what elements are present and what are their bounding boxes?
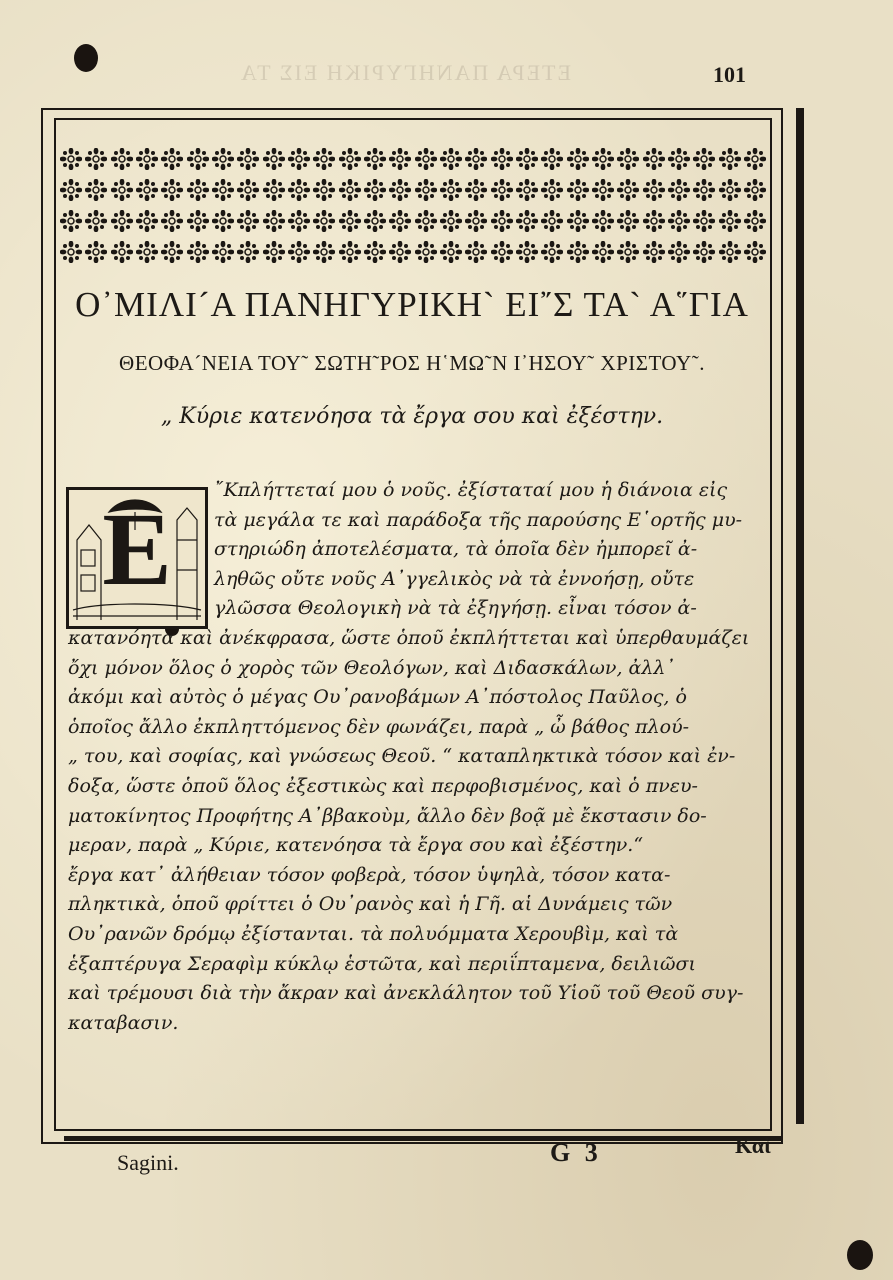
fleuron-icon [288, 210, 310, 232]
fleuron-icon [111, 241, 133, 263]
footer-sagini: Sagini. [117, 1150, 179, 1175]
fleuron-icon [643, 148, 665, 170]
body-line: καὶ τρέμουσι διὰ τὴν ἄκραν καὶ ἀνεκλάλητον τοῦ Υἱοῦ τοῦ Θεοῦ συγ- [68, 982, 744, 1005]
fleuron-icon [212, 210, 234, 232]
fleuron-icon [491, 148, 513, 170]
fleuron-icon [187, 179, 209, 201]
fleuron-icon [313, 148, 335, 170]
fleuron-icon [263, 241, 285, 263]
fleuron-icon [339, 148, 361, 170]
fleuron-icon [212, 241, 234, 263]
fleuron-icon [85, 241, 107, 263]
decorated-initial [66, 487, 208, 629]
fleuron-icon [415, 210, 437, 232]
fleuron-icon [364, 241, 386, 263]
fleuron-icon [136, 148, 158, 170]
body-line: στηριώδη ἀποτελέσματα, τὰ ὁποῖα δὲν ἠμπορεῖ ἀ- [214, 538, 698, 561]
fleuron-icon [364, 210, 386, 232]
fleuron-icon [440, 179, 462, 201]
ornamental-headpiece [60, 143, 766, 267]
fleuron-icon [111, 179, 133, 201]
fleuron-icon [60, 179, 82, 201]
fleuron-icon [212, 148, 234, 170]
body-line: Ου᾿ρανῶν δρόμῳ ἐξίστανται. τὰ πολυόμματα Χερουβὶμ, καὶ τὰ [68, 923, 679, 945]
fleuron-icon [136, 241, 158, 263]
fleuron-icon [415, 241, 437, 263]
body-line: δοξα, ὥστε ὁποῦ ὅλος ἐξεστικὼς καὶ περφοβισμένος, καὶ ὁ πνευ- [68, 775, 698, 797]
body-line: ἔργα κατ᾿ ἀλήθειαν τόσον φοβερὰ, τόσον ὑψηλὰ, τόσον κατα- [68, 863, 671, 886]
page-frame-shadow-right [796, 108, 804, 1124]
fleuron-icon [465, 241, 487, 263]
fleuron-icon [643, 179, 665, 201]
fleuron-icon [465, 148, 487, 170]
fleuron-icon [187, 148, 209, 170]
fleuron-icon [161, 179, 183, 201]
fleuron-icon [60, 148, 82, 170]
fleuron-icon [187, 241, 209, 263]
fleuron-icon [389, 210, 411, 232]
fleuron-icon [617, 210, 639, 232]
fleuron-icon [389, 241, 411, 263]
body-line: ῎Κπλήττεταί μου ὁ νοῦς. ἐξίσταταί μου ἡ διάνοια εἰς [214, 479, 728, 501]
fleuron-icon [364, 179, 386, 201]
fleuron-icon [693, 148, 715, 170]
fleuron-icon [744, 241, 766, 263]
fleuron-icon [111, 210, 133, 232]
fleuron-icon [465, 210, 487, 232]
ink-blot [847, 1240, 873, 1270]
fleuron-icon [693, 241, 715, 263]
fleuron-icon [693, 210, 715, 232]
page-frame-shadow-bottom [64, 1136, 782, 1141]
fleuron-icon [237, 241, 259, 263]
fleuron-icon [339, 210, 361, 232]
fleuron-icon [744, 179, 766, 201]
fleuron-icon [541, 241, 563, 263]
fleuron-icon [592, 148, 614, 170]
fleuron-icon [744, 210, 766, 232]
ornament-row [60, 236, 766, 267]
body-line: γλῶσσα Θεολογικὴ νὰ τὰ ἐξηγήσῃ. εἶναι τόσον ἀ- [214, 597, 697, 620]
fleuron-icon [668, 241, 690, 263]
fleuron-icon [288, 148, 310, 170]
fleuron-icon [313, 210, 335, 232]
fleuron-icon [440, 241, 462, 263]
fleuron-icon [237, 210, 259, 232]
fleuron-icon [491, 210, 513, 232]
fleuron-icon [643, 210, 665, 232]
fleuron-icon [592, 179, 614, 201]
fleuron-icon [389, 179, 411, 201]
fleuron-icon [465, 179, 487, 201]
fleuron-icon [263, 148, 285, 170]
fleuron-icon [643, 241, 665, 263]
fleuron-icon [719, 179, 741, 201]
fleuron-icon [263, 210, 285, 232]
body-line: ἀκόμι καὶ αὐτὸς ὁ μέγας Ου᾿ρανοβάμων Α᾿πόστολος Παῦλος, ὁ [68, 686, 687, 709]
fleuron-icon [541, 210, 563, 232]
fleuron-icon [237, 179, 259, 201]
fleuron-icon [263, 179, 285, 201]
body-line: ματοκίνητος Προφήτης Α᾿ββακοὺμ, ἄλλο δὲν βοᾷ μὲ ἔκστασιν δο- [68, 804, 707, 827]
body-line: μεραν, παρὰ „ Κύριε, κατενόησα τὰ ἔργα σου καὶ ἐξέστην.“ [68, 834, 644, 857]
fleuron-icon [339, 241, 361, 263]
homily-subtitle: ΘΕΟΦΑ´ΝΕΙΑ ΤΟΥ῀ ΣΩΤΗ῀ΡΟΣ Η῾ΜΩ῀Ν Ι᾿ΗΣΟΥ῀ ΧΡΙΣΤΟΥ῀. [119, 351, 705, 375]
fleuron-icon [516, 241, 538, 263]
fleuron-icon [288, 179, 310, 201]
fleuron-icon [592, 241, 614, 263]
fleuron-icon [668, 179, 690, 201]
catchword: Καὶ [735, 1133, 771, 1158]
fleuron-icon [389, 148, 411, 170]
fleuron-icon [592, 210, 614, 232]
fleuron-icon [415, 179, 437, 201]
fleuron-icon [339, 179, 361, 201]
fleuron-icon [693, 179, 715, 201]
fleuron-icon [567, 241, 589, 263]
fleuron-icon [187, 210, 209, 232]
signature-mark: G 3 [550, 1138, 602, 1167]
fleuron-icon [60, 210, 82, 232]
fleuron-icon [617, 179, 639, 201]
fleuron-icon [364, 148, 386, 170]
fleuron-icon [313, 241, 335, 263]
fleuron-icon [212, 179, 234, 201]
body-line: „ του, καὶ σοφίας, καὶ γνώσεως Θεοῦ. “ καταπληκτικὰ τόσον καὶ ἐν- [68, 745, 736, 768]
fleuron-icon [491, 241, 513, 263]
fleuron-icon [415, 148, 437, 170]
body-line: τὰ μεγάλα τε καὶ παράδοξα τῆς παρούσης Ε῾ορτῆς μυ- [214, 508, 743, 531]
fleuron-icon [567, 210, 589, 232]
fleuron-icon [668, 148, 690, 170]
page-number: 101 [713, 62, 746, 87]
epigraph: „ Κύριε κατενόησα τὰ ἔργα σου καὶ ἐξέστην. [160, 404, 664, 429]
homily-title: Ο᾿ΜΙΛΙ´Α ΠΑΝΗΓΥΡΙΚΗ` ΕΙ῎Σ ΤΑ` Α῞ΓΙΑ [75, 285, 749, 324]
fleuron-icon [237, 148, 259, 170]
fleuron-icon [668, 210, 690, 232]
bleed-through-text: ΕΤΕΡΑ ΠΑΝΗΓΥΡΙΚΗ ΕΙΣ ΤΑ [239, 60, 571, 85]
fleuron-icon [136, 179, 158, 201]
body-line: ὄχι μόνον ὅλος ὁ χορὸς τῶν Θεολόγων, καὶ Διδασκάλων, ἀλλ᾿ [68, 656, 675, 679]
ornament-row [60, 174, 766, 205]
fleuron-icon [719, 241, 741, 263]
fleuron-icon [136, 210, 158, 232]
fleuron-icon [541, 148, 563, 170]
fleuron-icon [567, 179, 589, 201]
fleuron-icon [719, 210, 741, 232]
fleuron-icon [617, 148, 639, 170]
body-line: πληκτικὰ, ὁποῦ φρίττει ὁ Ου᾿ρανὸς καὶ ἡ Γῆ. αἱ Δυνάμεις τῶν [68, 893, 673, 916]
ornament-row [60, 205, 766, 236]
ornament-row [60, 143, 766, 174]
ink-blot [74, 44, 98, 72]
fleuron-icon [744, 148, 766, 170]
fleuron-icon [541, 179, 563, 201]
fleuron-icon [516, 210, 538, 232]
fleuron-icon [161, 241, 183, 263]
fleuron-icon [440, 210, 462, 232]
fleuron-icon [516, 179, 538, 201]
fleuron-icon [719, 148, 741, 170]
fleuron-icon [161, 210, 183, 232]
body-line: ὁποῖος ἄλλο ἐκπληττόμενος δὲν φωνάζει, παρὰ „ ὦ βάθος πλού- [68, 715, 690, 738]
fleuron-icon [85, 148, 107, 170]
body-line: κατανόητα καὶ ἀνέκφρασα, ὥστε ὁποῦ ἐκπλήττεται καὶ ὑπερθαυμάζει [68, 627, 750, 649]
fleuron-icon [440, 148, 462, 170]
fleuron-icon [288, 241, 310, 263]
initial-letter: E [102, 492, 172, 607]
body-line: ἑξαπτέρυγα Σεραφὶμ κύκλῳ ἑστῶτα, καὶ περιΐπταμενα, δειλιῶσι [68, 952, 696, 975]
body-line: καταβασιν. [68, 1011, 179, 1034]
fleuron-icon [85, 179, 107, 201]
fleuron-icon [491, 179, 513, 201]
body-line: ληθῶς οὔτε νοῦς Α᾿γγελικὸς νὰ τὰ ἐννοήσῃ, οὔτε [214, 567, 695, 590]
fleuron-icon [161, 148, 183, 170]
fleuron-icon [617, 241, 639, 263]
fleuron-icon [516, 148, 538, 170]
fleuron-icon [60, 241, 82, 263]
fleuron-icon [111, 148, 133, 170]
fleuron-icon [313, 179, 335, 201]
fleuron-icon [567, 148, 589, 170]
fleuron-icon [85, 210, 107, 232]
